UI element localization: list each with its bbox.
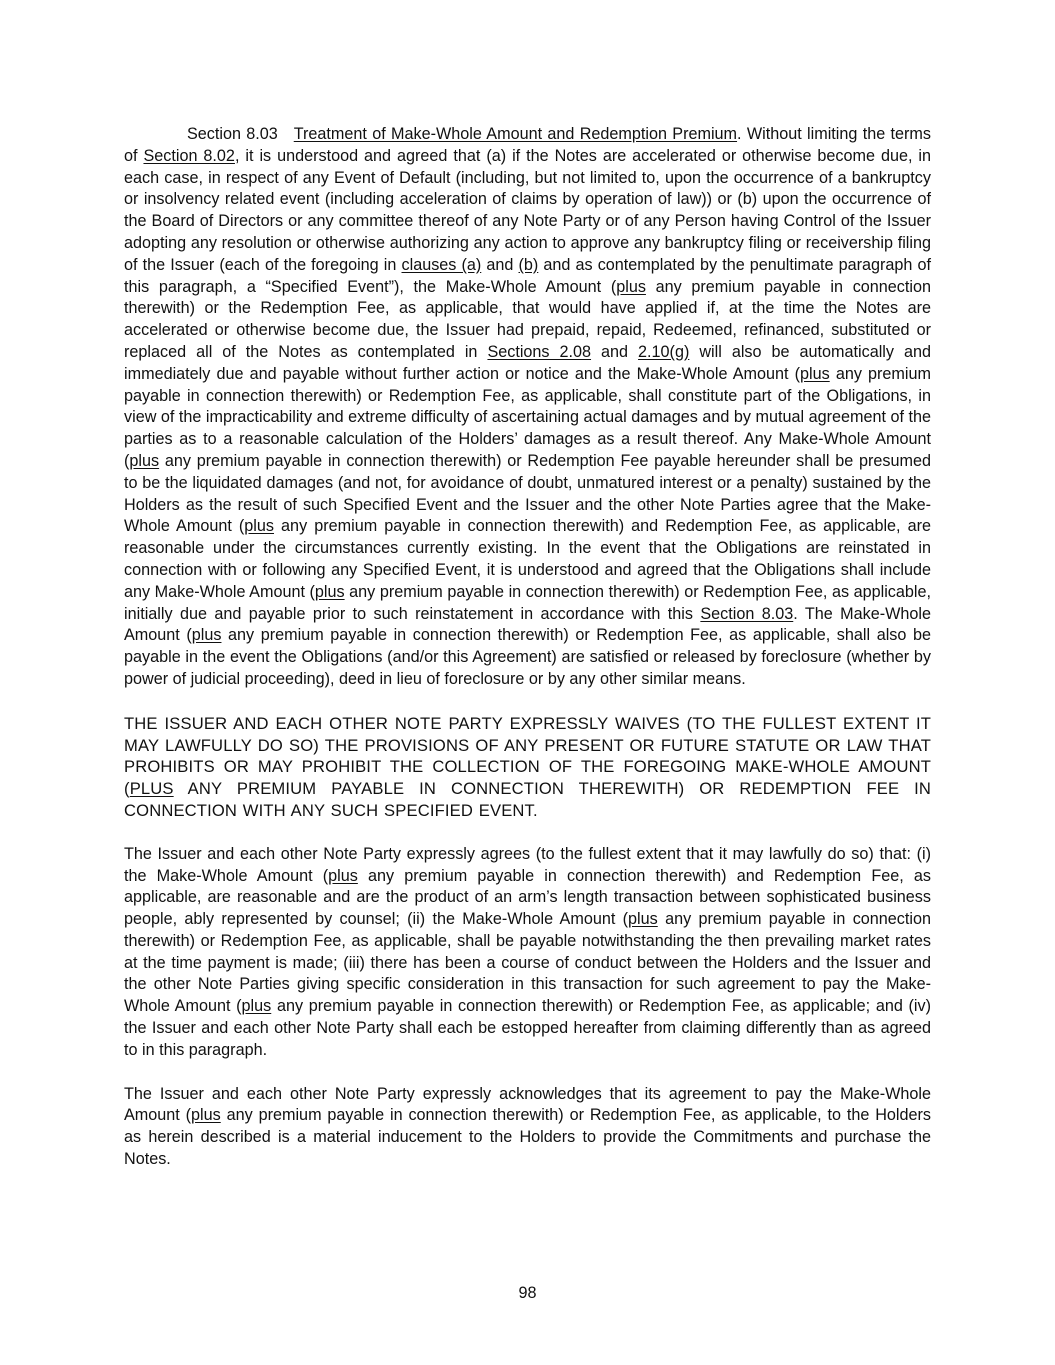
text-run: , it is understood and agreed that (a) if the Notes are accelerated or otherwise become due, in each case, in respect of any Event of Default (including, but not limited to, upon the occurrence of a bankruptcy or insolvency related event (including acceleration of claims by operation of law)) or (b) upon the occurrence of the Board of Directors or any committee thereof of any Note Party or of any Person having Control of the Issuer adopting any resolution or otherwise authorizing any action to approve any bankruptcy filing or receivership filing of the Issuer (each of the foregoing in	[124, 146, 932, 274]
underlined-reference: plus	[244, 517, 274, 536]
text-run: ANY PREMIUM PAYABLE IN CONNECTION THEREWITH) OR REDEMPTION FEE IN CONNECTION WITH ANY SUCH SPECIFIED EVENT.	[124, 779, 931, 820]
text-run: any premium payable in connection therewith) or Redemption Fee, as applicable; and (iv) the Issuer and each other Note Party shall each be estopped hereafter from claiming differently than as agreed to in this paragraph.	[124, 997, 931, 1059]
text-run: any premium payable in connection therewith) or Redemption Fee, as applicable, to the Holders as herein described is a material inducement to the Holders to provide the Commitments and purchase the Notes.	[124, 1106, 931, 1169]
text-run: . The Make-Whole Amount (	[124, 604, 931, 645]
text-run: and as contemplated by the penultimate paragraph of this paragraph, a “Specified Event”), the Make-Whole Amount (	[124, 255, 931, 296]
underlined-reference: clauses (a)	[401, 255, 482, 274]
underlined-reference: plus	[191, 626, 222, 645]
underlined-reference: plus	[314, 582, 345, 601]
underlined-reference: Section 8.02	[143, 146, 235, 165]
underlined-reference: 2.10(g)	[638, 342, 690, 361]
waiver-paragraph	[124, 713, 931, 822]
text-run: The Issuer and each other Note Party expressly acknowledges that its agreement to pay the Make-Whole Amount (	[124, 1084, 931, 1125]
text-run: and	[481, 255, 519, 274]
paragraph-1-body	[124, 125, 931, 688]
text-run: any premium payable in connection therewith) or Redemption Fee, as applicable, initially due and payable prior to such reinstatement in accordance with this	[124, 582, 931, 623]
text-run: will also be automatically and immediately due and payable without further action or notice and the Make-Whole Amount (	[124, 342, 931, 383]
text-run: The Issuer and each other Note Party expressly agrees (to the fullest extent that it may lawfully do so) that: (i) the Make-Whole Amount (	[124, 844, 931, 885]
underlined-reference: plus	[800, 364, 830, 383]
underlined-reference: plus	[241, 997, 272, 1016]
underlined-reference: plus	[616, 277, 646, 296]
document-page	[124, 124, 931, 1171]
page-number: 98	[518, 1284, 537, 1302]
text-run: any premium payable in connection therewith) or Redemption Fee payable hereunder shall be presumed to be the liquidated damages (and not, for avoidance of doubt, unmatured interest or a penalty) sustained by the Holders as the result of such Specified Event and the Issuer and the other Note Parties agree that the Make-Whole Amount (	[124, 451, 931, 536]
text-run: any premium payable in connection therewith) and Redemption Fee, as applicable, are reasonable and are the product of an arm’s length transaction between sophisticated business people, ably represented by counsel; (ii) the Make-Whole Amount (	[124, 866, 931, 929]
underlined-reference: plus	[129, 451, 160, 470]
underlined-reference: PLUS	[129, 779, 174, 799]
section-number: Section 8.03	[187, 125, 278, 143]
text-run: any premium payable in connection therewith) or Redemption Fee, as applicable, shall be payable notwithstanding the then prevailing market rates at the time payment is made; (iii) there has been a course of conduct between the Holders and the Issuer and the other Note Parties giving specific consideration in this transaction for such agreement to pay the Make-Whole Amount (	[124, 910, 931, 1016]
underlined-reference: plus	[628, 910, 658, 929]
underlined-reference: Sections 2.08	[487, 342, 592, 361]
text-run: and	[591, 342, 639, 361]
text-run: any premium payable in connection therewith) or the Redemption Fee, as applicable, that would have applied if, at the time the Notes are accelerated or otherwise become due, the Issuer had prepaid, repaid, Redeemed, refinanced, substituted or replaced all of the Notes as contemplated in	[124, 277, 931, 361]
text-run: . Without limiting the terms of	[124, 125, 931, 165]
underlined-reference: Section 8.03	[700, 604, 794, 623]
text-run: any premium payable in connection therewith) and Redemption Fee, as applicable, are reasonable under the circumstances currently existing. In the event that the Obligations are reinstated in connection with or following any Specified Event, it is understood and agreed that the Obligations shall include any Make-Whole Amount (	[124, 517, 932, 601]
underlined-reference: plus	[191, 1106, 221, 1125]
acknowledgement-paragraph	[124, 1084, 931, 1171]
section-8-03-paragraph	[124, 124, 931, 691]
underlined-reference: plus	[328, 866, 358, 885]
text-run: any premium payable in connection therewith) or Redemption Fee, as applicable, shall constitute part of the Obligations, in view of the impracticability and extreme difficulty of ascertaining actual damages and by mutual agreement of the parties as to a reasonable calculation of the Holders’ damages as a result thereof. Any Make-Whole Amount (	[124, 364, 931, 470]
text-run: any premium payable in connection therewith) or Redemption Fee, as applicable, shall also be payable in the event the Obligations (and/or this Agreement) are satisfied or released by foreclosure (whether by power of judicial proceeding), deed in lieu of foreclosure or by any other similar means.	[124, 626, 931, 688]
text-run: THE ISSUER AND EACH OTHER NOTE PARTY EXPRESSLY WAIVES (TO THE FULLEST EXTENT IT MAY LAWFULLY DO SO) THE PROVISIONS OF ANY PRESENT OR FUTURE STATUTE OR LAW THAT PROHIBITS OR MAY PROHIBIT THE COLLECTION OF THE FOREGOING MAKE-WHOLE AMOUNT (	[124, 713, 931, 799]
section-heading: Treatment of Make-Whole Amount and Redemption Premium	[293, 125, 738, 143]
agreement-paragraph	[124, 844, 931, 1062]
underlined-reference: (b)	[518, 255, 539, 274]
